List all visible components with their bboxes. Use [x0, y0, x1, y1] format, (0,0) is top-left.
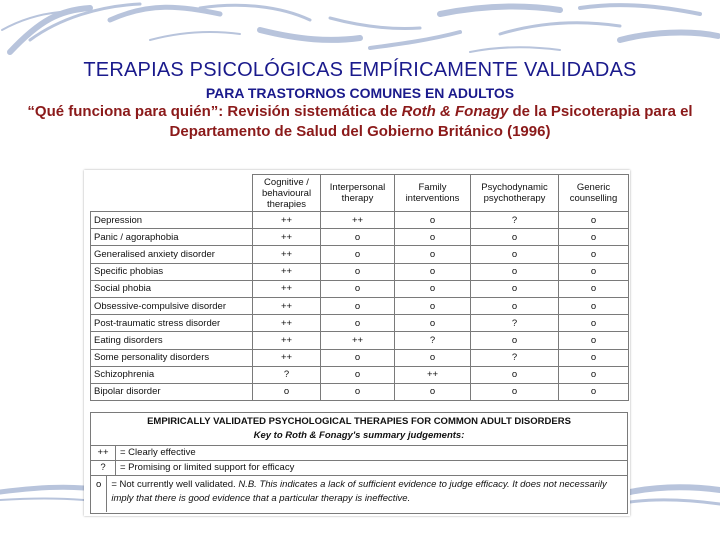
disorder-cell: Bipolar disorder	[91, 383, 253, 400]
value-cell: o	[559, 366, 629, 383]
value-cell: o	[395, 229, 471, 246]
key-symbol: ++	[91, 446, 116, 460]
table-row	[91, 332, 629, 349]
value-cell: ++	[321, 212, 395, 229]
value-cell: ?	[253, 366, 321, 383]
key-text: = Not currently well validated.	[111, 479, 236, 490]
value-cell: o	[559, 263, 629, 280]
value-cell: o	[471, 332, 559, 349]
value-cell: ++	[253, 332, 321, 349]
disorder-cell: Eating disorders	[91, 332, 253, 349]
value-cell: o	[559, 297, 629, 314]
slide-subtitle: PARA TRASTORNOS COMUNES EN ADULTOS	[205, 85, 515, 101]
value-cell: o	[471, 263, 559, 280]
disorder-cell: Depression	[91, 212, 253, 229]
value-cell: o	[395, 315, 471, 332]
value-cell: o	[321, 366, 395, 383]
value-cell: o	[395, 383, 471, 400]
disorder-cell: Panic / agoraphobia	[91, 229, 253, 246]
value-cell: o	[559, 212, 629, 229]
table-row	[91, 212, 629, 229]
value-cell: ?	[471, 315, 559, 332]
value-cell: o	[471, 297, 559, 314]
key-note: N.B. This indicates a lack of sufficient evidence to judge efficacy. It does not necessarily imply that there is good evidence that a particular therapy is ineffective.	[111, 479, 607, 504]
key-symbol: o	[91, 476, 107, 512]
value-cell: o	[471, 246, 559, 263]
key-text-block	[107, 476, 627, 512]
citation	[20, 102, 700, 142]
header-interpersonal: Interpersonal therapy	[321, 175, 395, 212]
header-family: Family interventions	[395, 175, 471, 212]
value-cell: ++	[321, 332, 395, 349]
judgements-table	[90, 174, 629, 401]
value-cell: ++	[253, 349, 321, 366]
disorder-cell: Generalised anxiety disorder	[91, 246, 253, 263]
value-cell: o	[395, 246, 471, 263]
value-cell: o	[321, 315, 395, 332]
disorder-cell: Schizophrenia	[91, 366, 253, 383]
key-heading: EMPIRICALLY VALIDATED PSYCHOLOGICAL THERAPIES FOR COMMON ADULT DISORDERS	[147, 416, 571, 427]
table-row	[91, 229, 629, 246]
slide-title: TERAPIAS PSICOLÓGICAS EMPÍRICAMENTE VALIDADAS	[83, 59, 637, 81]
disorder-cell: Specific phobias	[91, 263, 253, 280]
key-item	[91, 475, 627, 512]
citation-part2: de la Psicoterapia para el Departamento de Salud del Gobierno Británico (1996)	[169, 103, 693, 140]
value-cell: o	[559, 383, 629, 400]
value-cell: o	[559, 229, 629, 246]
value-cell: o	[253, 383, 321, 400]
value-cell: ++	[395, 366, 471, 383]
key-item	[91, 445, 627, 460]
value-cell: o	[471, 229, 559, 246]
disorder-cell: Post-traumatic stress disorder	[91, 315, 253, 332]
value-cell: ?	[471, 212, 559, 229]
disorder-cell: Some personality disorders	[91, 349, 253, 366]
key-box	[90, 412, 628, 514]
value-cell: o	[321, 349, 395, 366]
value-cell: o	[321, 297, 395, 314]
disorder-cell: Social phobia	[91, 280, 253, 297]
value-cell: ++	[253, 246, 321, 263]
table-row	[91, 263, 629, 280]
citation-authors: Roth & Fonagy	[401, 103, 509, 120]
header-psychodynamic: Psychodynamic psychotherapy	[471, 175, 559, 212]
citation-part1: “Qué funciona para quién”: Revisión sistemática de	[27, 103, 402, 120]
table-row	[91, 383, 629, 400]
value-cell: o	[395, 212, 471, 229]
value-cell: o	[321, 280, 395, 297]
value-cell: ?	[395, 332, 471, 349]
table-row	[91, 349, 629, 366]
table-row	[91, 246, 629, 263]
key-text: = Clearly effective	[120, 447, 196, 458]
table-row	[91, 315, 629, 332]
key-item	[91, 460, 627, 475]
value-cell: ++	[253, 315, 321, 332]
value-cell: ?	[471, 349, 559, 366]
value-cell: o	[559, 349, 629, 366]
value-cell: o	[559, 280, 629, 297]
value-cell: o	[395, 280, 471, 297]
value-cell: ++	[253, 212, 321, 229]
value-cell: o	[471, 366, 559, 383]
value-cell: o	[395, 263, 471, 280]
table-row	[91, 366, 629, 383]
key-symbol: ?	[91, 461, 116, 475]
value-cell: o	[559, 332, 629, 349]
table-row	[91, 280, 629, 297]
value-cell: o	[395, 349, 471, 366]
value-cell: o	[321, 229, 395, 246]
value-cell: o	[321, 383, 395, 400]
value-cell: o	[471, 280, 559, 297]
header-cbt: Cognitive / behavioural therapies	[253, 175, 321, 212]
value-cell: o	[321, 263, 395, 280]
value-cell: o	[395, 297, 471, 314]
scanned-table-image	[84, 170, 630, 516]
key-subheading: Key to Roth & Fonagy's summary judgements:	[253, 430, 465, 441]
value-cell: o	[321, 246, 395, 263]
key-text: = Promising or limited support for efficacy	[120, 462, 295, 473]
disorder-cell: Obsessive-compulsive disorder	[91, 297, 253, 314]
header-generic: Generic counselling	[559, 175, 629, 212]
value-cell: ++	[253, 297, 321, 314]
value-cell: o	[559, 315, 629, 332]
value-cell: ++	[253, 229, 321, 246]
value-cell: ++	[253, 280, 321, 297]
value-cell: o	[559, 246, 629, 263]
value-cell: ++	[253, 263, 321, 280]
header-blank	[91, 175, 253, 212]
value-cell: o	[471, 383, 559, 400]
table-header-row	[91, 175, 629, 212]
table-row	[91, 297, 629, 314]
